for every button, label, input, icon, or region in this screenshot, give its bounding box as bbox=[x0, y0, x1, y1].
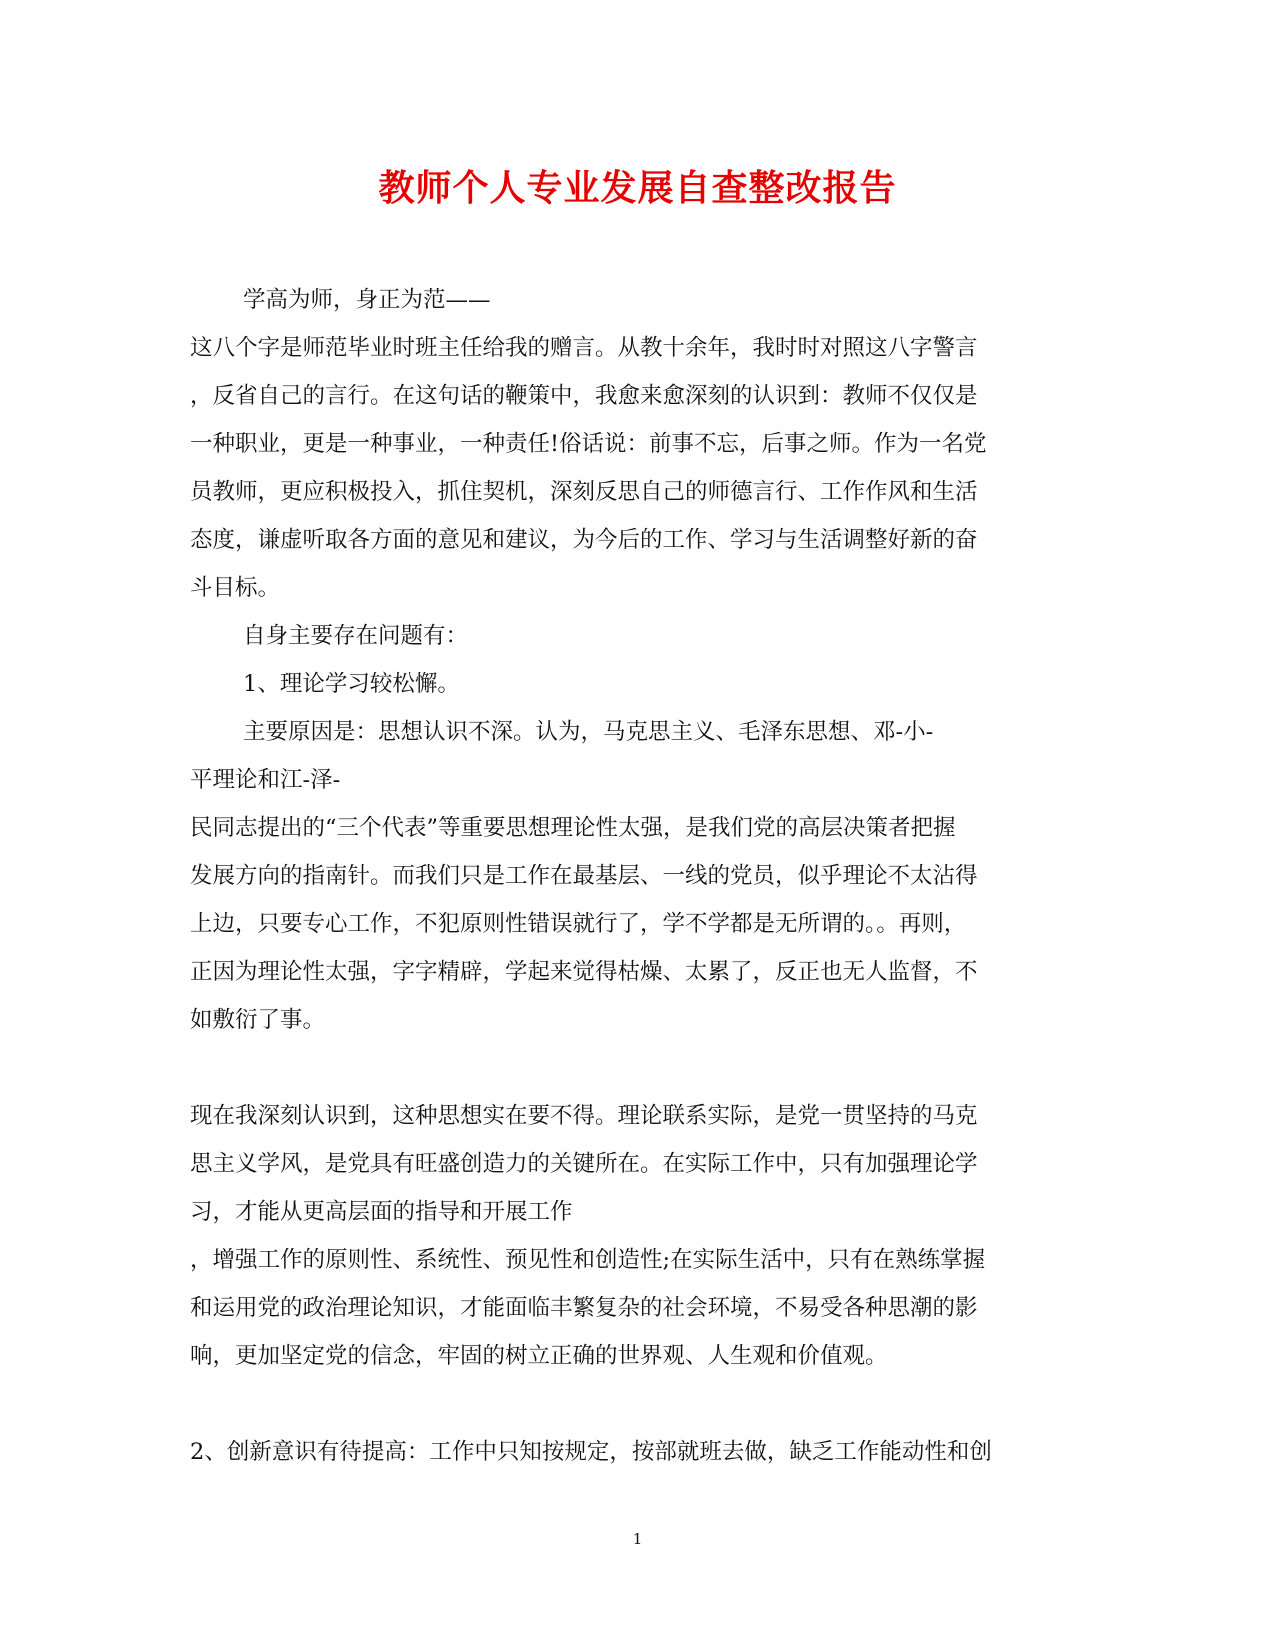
paragraph-line: 斗目标。 bbox=[190, 575, 281, 601]
paragraph-line: 思主义学风，是党具有旺盛创造力的关键所在。在实际工作中，只有加强理论学 bbox=[190, 1151, 978, 1177]
blank-line bbox=[190, 1380, 1085, 1428]
document-title: 教师个人专业发展自查整改报告 bbox=[378, 167, 897, 209]
paragraph-line: 主要原因是：思想认识不深。认为，马克思主义、毛泽东思想、邓-小- bbox=[243, 719, 934, 745]
paragraph-line: 响，更加坚定党的信念，牢固的树立正确的世界观、人生观和价值观。 bbox=[190, 1343, 888, 1369]
paragraph-line: 上边，只要专心工作，不犯原则性错误就行了，学不学都是无所谓的。。再则， bbox=[190, 911, 967, 937]
page-number: 1 bbox=[632, 1530, 643, 1548]
paragraph-line: ，反省自己的言行。在这句话的鞭策中，我愈来愈深刻的认识到：教师不仅仅是 bbox=[190, 383, 978, 409]
paragraph-line: 2、创新意识有待提高：工作中只知按规定，按部就班去做，缺乏工作能动性和创 bbox=[190, 1439, 992, 1465]
paragraph-line: 现在我深刻认识到，这种思想实在要不得。理论联系实际，是党一贯坚持的马克 bbox=[190, 1103, 978, 1129]
paragraph-line: 习，才能从更高层面的指导和开展工作 bbox=[190, 1199, 573, 1225]
paragraph-line: 一种职业，更是一种事业，一种责任!俗话说：前事不忘，后事之师。作为一名党 bbox=[190, 431, 987, 457]
paragraph-line: 1、理论学习较松懈。 bbox=[243, 671, 460, 697]
blank-line bbox=[190, 1044, 1085, 1092]
paragraph-line: ，增强工作的原则性、系统性、预见性和创造性;在实际生活中，只有在熟练掌握 bbox=[190, 1247, 986, 1273]
paragraph-line: 态度，谦虚听取各方面的意见和建议，为今后的工作、学习与生活调整好新的奋 bbox=[190, 527, 978, 553]
paragraph-line: 正因为理论性太强，字字精辟，学起来觉得枯燥、太累了，反正也无人监督，不 bbox=[190, 959, 978, 985]
paragraph-line: 这八个字是师范毕业时班主任给我的赠言。从教十余年，我时时对照这八字警言 bbox=[190, 335, 978, 361]
paragraph-line: 发展方向的指南针。而我们只是工作在最基层、一线的党员，似乎理论不太沾得 bbox=[190, 863, 978, 889]
paragraph-line: 员教师，更应积极投入，抓住契机，深刻反思自己的师德言行、工作作风和生活 bbox=[190, 479, 978, 505]
document-body bbox=[190, 276, 1085, 1476]
paragraph-line: 自身主要存在问题有： bbox=[243, 623, 469, 649]
paragraph-line: 和运用党的政治理论知识，才能面临丰繁复杂的社会环境，不易受各种思潮的影 bbox=[190, 1295, 978, 1321]
paragraph-line: 如敷衍了事。 bbox=[190, 1007, 326, 1033]
paragraph-line: 学高为师，身正为范—— bbox=[243, 287, 491, 313]
paragraph-line: 平理论和江-泽- bbox=[190, 767, 341, 793]
paragraph-line: 民同志提出的“三个代表”等重要思想理论性太强，是我们党的高层决策者把握 bbox=[190, 815, 956, 841]
